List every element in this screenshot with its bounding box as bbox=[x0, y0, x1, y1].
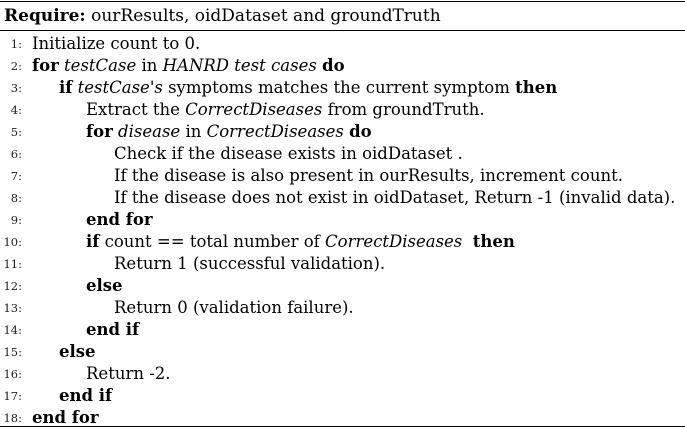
line-code bbox=[32, 341, 96, 363]
line-number: 15: bbox=[3, 345, 22, 359]
line-code bbox=[32, 99, 485, 121]
keyword: for bbox=[32, 56, 59, 75]
line-code bbox=[32, 165, 623, 187]
code-text: Extract the bbox=[86, 100, 186, 119]
line-number: 1: bbox=[10, 37, 22, 51]
code-text: Return -2. bbox=[86, 364, 171, 383]
math-identifier: CorrectDiseases bbox=[185, 100, 323, 119]
line-code bbox=[32, 319, 139, 341]
keyword: end if bbox=[86, 320, 140, 339]
code-text: Return 0 (validation failure). bbox=[114, 298, 354, 317]
keyword: then bbox=[472, 232, 515, 251]
math-identifier: CorrectDiseases bbox=[325, 232, 463, 251]
code-text: in bbox=[180, 122, 207, 141]
line-number: 4: bbox=[10, 103, 22, 117]
line-code bbox=[32, 275, 123, 297]
keyword: end if bbox=[59, 386, 113, 405]
keyword: end for bbox=[32, 408, 99, 427]
code-text: from groundTruth. bbox=[322, 100, 485, 119]
keyword: else bbox=[59, 342, 96, 361]
keyword: do bbox=[322, 56, 345, 75]
math-identifier: CorrectDiseases bbox=[206, 122, 344, 141]
line-number: 16: bbox=[3, 367, 22, 381]
line-code bbox=[32, 231, 515, 253]
line-number: 14: bbox=[3, 323, 22, 337]
code-text bbox=[462, 232, 473, 251]
line-code bbox=[32, 209, 153, 231]
line-number: 18: bbox=[3, 411, 22, 425]
header-rule bbox=[0, 30, 685, 31]
line-number: 8: bbox=[10, 191, 22, 205]
line-code bbox=[32, 33, 200, 55]
math-identifier: testCase's bbox=[77, 78, 163, 97]
code-text: If the disease is also present in ourResults, increment count. bbox=[114, 166, 623, 185]
line-number: 9: bbox=[10, 213, 22, 227]
keyword: then bbox=[515, 78, 558, 97]
code-text: Return 1 (successful validation). bbox=[114, 254, 386, 273]
line-number: 6: bbox=[10, 147, 22, 161]
code-text: Initialize count to 0. bbox=[32, 34, 201, 53]
line-number: 3: bbox=[10, 81, 22, 95]
keyword: for bbox=[86, 122, 113, 141]
line-code bbox=[32, 143, 463, 165]
line-number: 17: bbox=[3, 389, 22, 403]
keyword: else bbox=[86, 276, 123, 295]
math-identifier: testCase bbox=[64, 56, 137, 75]
require-text: ourResults, oidDataset and groundTruth bbox=[85, 6, 441, 26]
line-number: 7: bbox=[10, 169, 22, 183]
code-text: If the disease does not exist in oidDataset, Return -1 (invalid data). bbox=[114, 188, 676, 207]
line-code bbox=[32, 121, 372, 143]
top-rule bbox=[0, 1, 685, 2]
require-line bbox=[4, 5, 441, 27]
code-text: Check if the disease exists in oidDataset . bbox=[114, 144, 463, 163]
line-code bbox=[32, 55, 345, 77]
code-text: count == total number of bbox=[99, 232, 326, 251]
keyword: if bbox=[86, 232, 100, 251]
line-code bbox=[32, 385, 112, 407]
line-code bbox=[32, 187, 675, 209]
code-text: symptoms matches the current symptom bbox=[162, 78, 516, 97]
line-code bbox=[32, 253, 385, 275]
line-number: 10: bbox=[3, 235, 22, 249]
keyword: end for bbox=[86, 210, 153, 229]
keyword: if bbox=[59, 78, 73, 97]
line-code bbox=[32, 363, 171, 385]
line-number: 2: bbox=[10, 59, 22, 73]
code-text: in bbox=[136, 56, 163, 75]
line-code bbox=[32, 297, 354, 319]
line-code bbox=[32, 77, 557, 99]
line-number: 11: bbox=[3, 257, 22, 271]
math-identifier: HANRD test cases bbox=[162, 56, 317, 75]
math-identifier: disease bbox=[118, 122, 181, 141]
keyword: do bbox=[349, 122, 372, 141]
line-number: 5: bbox=[10, 125, 22, 139]
line-number: 12: bbox=[3, 279, 22, 293]
require-label: Require: bbox=[4, 6, 86, 26]
line-number: 13: bbox=[3, 301, 22, 315]
bottom-rule bbox=[0, 426, 685, 427]
